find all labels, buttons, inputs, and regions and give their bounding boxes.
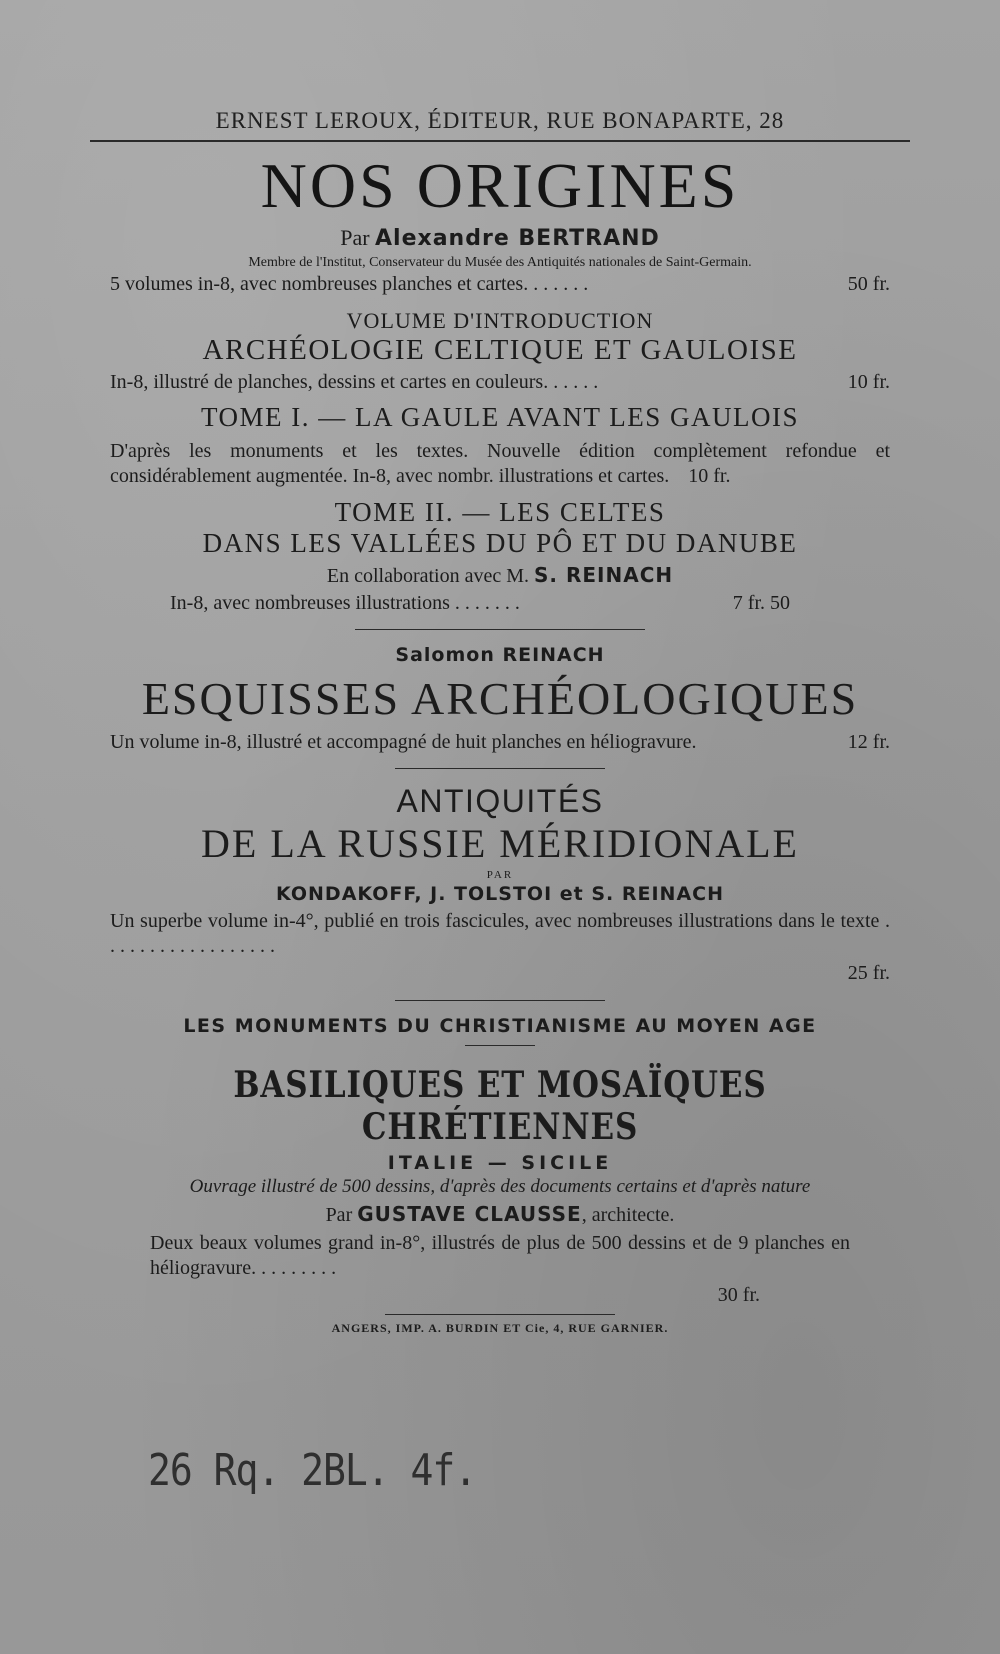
author-affiliation: Membre de l'Institut, Conservateur du Musée des Antiquités nationales de Saint-Germain.: [248, 255, 752, 271]
intro-price: 10 fr.: [847, 371, 890, 394]
antiquites-title: ANTIQUITÉS: [396, 783, 604, 820]
esquisses-description: Un volume in-8, illustré et accompagné de huit planches en héliogravure.: [110, 731, 697, 754]
byline-prefix: Par: [340, 225, 370, 251]
tome-2-subtitle: DANS LES VALLÉES DU PÔ ET DU DANUBE: [202, 528, 798, 559]
intro-volume-label: VOLUME D'INTRODUCTION: [346, 308, 654, 334]
author-name: Alexandre BERTRAND: [375, 226, 660, 252]
esquisses-author: Salomon REINACH: [395, 644, 605, 667]
collaboration-prefix: En collaboration avec M.: [326, 565, 530, 588]
publisher-header: ERNEST LEROUX, ÉDITEUR, RUE BONAPARTE, 28: [215, 108, 785, 133]
tome-1-title: TOME I. — LA GAULE AVANT LES GAULOIS: [200, 402, 800, 433]
header-rule: [90, 140, 910, 142]
esquisses-price: 12 fr.: [847, 731, 890, 754]
printer-imprint: ANGERS, IMP. A. BURDIN ET Cie, 4, RUE GARNIER.: [331, 1321, 669, 1336]
antiquites-par: PAR: [486, 869, 514, 882]
basiliques-author-role: , architecte.: [581, 1204, 675, 1227]
nos-origines-title: NOS ORIGINES: [260, 150, 740, 221]
set-price: 50 fr.: [847, 273, 890, 296]
basiliques-illustration-note: Ouvrage illustré de 500 dessins, d'après des documents certains et d'après nature: [189, 1176, 811, 1198]
tome-2-price-line: [110, 592, 890, 615]
section-rule-1: [355, 629, 645, 630]
antiquites-subtitle: DE LA RUSSIE MÉRIDIONALE: [201, 821, 799, 867]
set-price-line: [110, 273, 890, 296]
basiliques-byline-prefix: Par: [325, 1204, 353, 1227]
antiquites-description: Un superbe volume in-4°, publié en trois fascicules, avec nombreuses illustrations dans le texte . . . . . . . . . . . . . . . . . .: [110, 910, 890, 958]
basiliques-places: ITALIE — SICILE: [387, 1152, 613, 1175]
handwritten-shelfmark: 26 Rq. 2BL. 4f.: [148, 1444, 477, 1496]
basiliques-author: GUSTAVE CLAUSSE: [357, 1202, 582, 1227]
tome-2-price: 7 fr. 50: [732, 592, 790, 615]
tome-1-text: D'après les monuments et les textes. Nouvelle édition complètement refondue et considérablement augmentée. In-8, avec nombr. illustrations et cartes.: [110, 440, 890, 488]
nos-origines-byline: [110, 225, 890, 251]
basiliques-byline: [110, 1202, 890, 1227]
antiquites-authors: KONDAKOFF, J. TOLSTOI et S. REINACH: [276, 883, 724, 906]
tome-1-price: 10 fr.: [688, 465, 731, 488]
tome-1-description: [110, 439, 890, 489]
intro-volume-title: ARCHÉOLOGIE CELTIQUE ET GAULOISE: [202, 334, 798, 367]
tome-2-collaboration: [110, 563, 890, 588]
basiliques-title: BASILIQUES ET MOSAÏQUES CHRÉTIENNES: [233, 1064, 767, 1149]
esquisses-title: ESQUISSES ARCHÉOLOGIQUES: [141, 673, 859, 725]
set-description: 5 volumes in-8, avec nombreuses planches et cartes. . . . . . .: [110, 273, 589, 296]
basiliques-volumes: Deux beaux volumes grand in-8°, illustrés de plus de 500 dessins et de 9 planches en héliogravure. . . . . . . . .: [150, 1232, 850, 1280]
series-rule: [465, 1045, 535, 1046]
antiquites-price: 25 fr.: [847, 962, 890, 985]
series-title: LES MONUMENTS DU CHRISTIANISME AU MOYEN AGE: [183, 1015, 817, 1038]
imprint-rule: [385, 1314, 615, 1315]
section-rule-3: [395, 1000, 605, 1001]
intro-price-line: [110, 371, 890, 394]
tome-2-title: TOME II. — LES CELTES: [334, 497, 666, 528]
basiliques-price: 30 fr.: [717, 1284, 760, 1307]
section-rule-2: [395, 768, 605, 769]
intro-description: In-8, illustré de planches, dessins et cartes en couleurs. . . . . .: [110, 371, 599, 394]
catalogue-content: [110, 108, 890, 1336]
esquisses-price-line: [110, 731, 890, 754]
tome-2-description: In-8, avec nombreuses illustrations . . . . . . .: [170, 592, 520, 615]
collaborator-name: S. REINACH: [534, 563, 674, 588]
